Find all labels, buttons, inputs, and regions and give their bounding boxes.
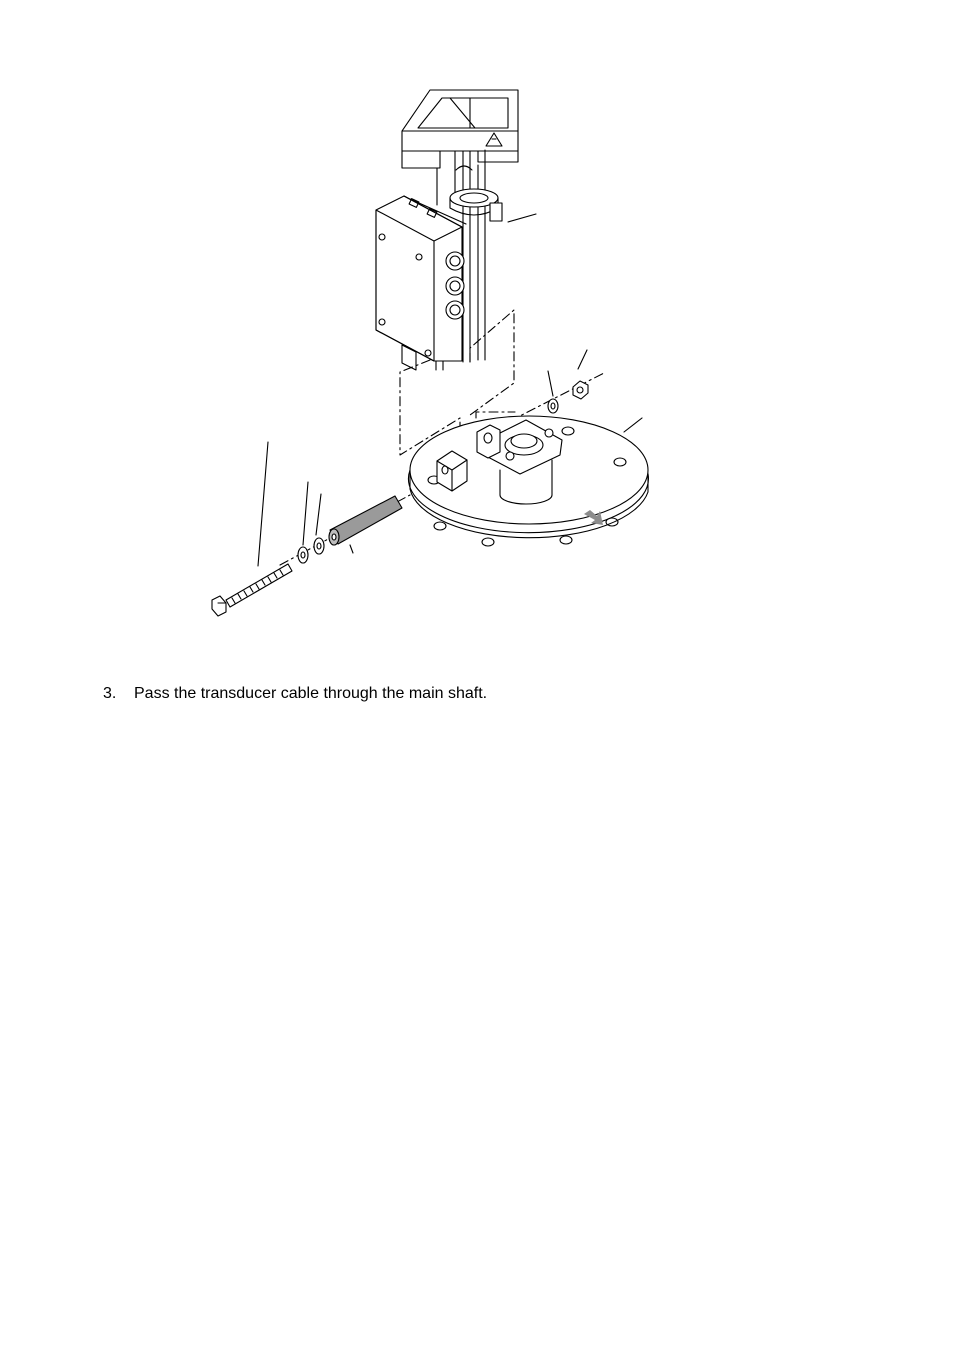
washer-and-nut-upper [548, 350, 588, 413]
hex-bolt [212, 442, 292, 616]
instruction-step [103, 683, 487, 705]
washers-lower [298, 482, 324, 563]
step-number: 3. [103, 685, 117, 702]
exploded-assembly-figure [0, 0, 954, 660]
display-head [402, 90, 518, 168]
spacer-tube [329, 496, 402, 553]
electronics-housing [376, 196, 466, 370]
step-text: Pass the transducer cable through the main shaft. [134, 685, 488, 702]
